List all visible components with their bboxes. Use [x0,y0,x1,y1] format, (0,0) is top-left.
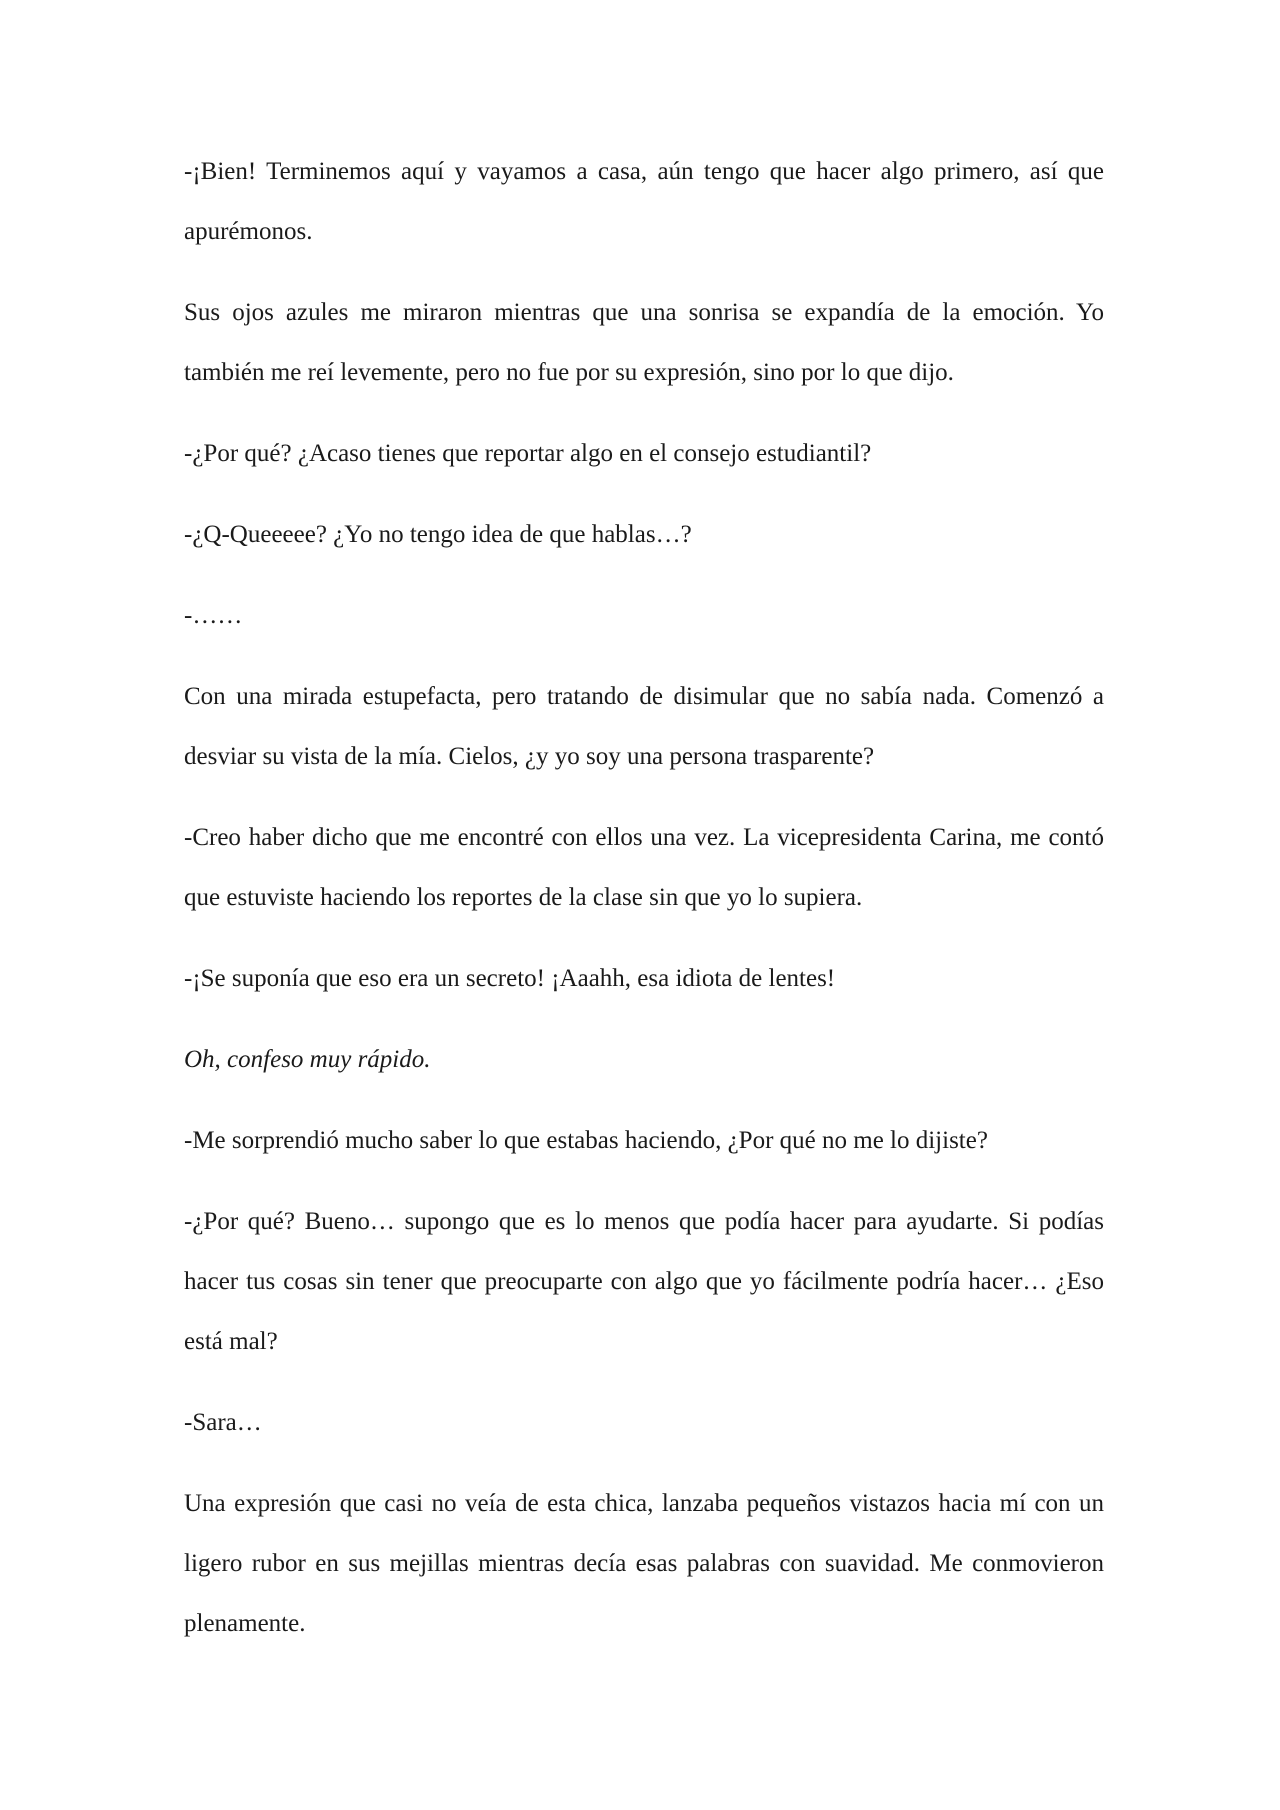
paragraph: -Me sorprendió mucho saber lo que estabas haciendo, ¿Por qué no me lo dijiste? [184,1127,988,1154]
paragraph: -¿Q-Queeeee? ¿Yo no tengo idea de que hablas…? [184,521,692,548]
paragraph: -Creo haber dicho que me encontré con ellos una vez. La vicepresidenta Carina, me contó que estuviste haciendo los reportes de la clase sin que yo lo supiera. [184,824,1104,911]
paragraph: -¿Por qué? ¿Acaso tienes que reportar algo en el consejo estudiantil? [184,440,872,467]
paragraph: -¿Por qué? Bueno… supongo que es lo menos que podía hacer para ayudarte. Si podías hacer tus cosas sin tener que preocuparte con algo que yo fácilmente podría hacer… ¿Eso está mal? [184,1208,1104,1355]
paragraph: -¡Bien! Terminemos aquí y vayamos a casa, aún tengo que hacer algo primero, así que apurémonos. [184,158,1104,245]
paragraph-italic: Oh, confeso muy rápido. [184,1046,431,1073]
document-body [184,142,1104,1675]
paragraph: -…… [184,602,243,629]
paragraph: Una expresión que casi no veía de esta chica, lanzaba pequeños vistazos hacia mí con un ligero rubor en sus mejillas mientras decía esas palabras con suavidad. Me conmovieron plenamente. [184,1490,1104,1637]
paragraph: -Sara… [184,1409,262,1436]
paragraph: -¡Se suponía que eso era un secreto! ¡Aaahh, esa idiota de lentes! [184,965,836,992]
paragraph: Sus ojos azules me miraron mientras que una sonrisa se expandía de la emoción. Yo también me reí levemente, pero no fue por su expresión, sino por lo que dijo. [184,299,1104,386]
paragraph: Con una mirada estupefacta, pero tratando de disimular que no sabía nada. Comenzó a desviar su vista de la mía. Cielos, ¿y yo soy una persona trasparente? [184,683,1104,770]
